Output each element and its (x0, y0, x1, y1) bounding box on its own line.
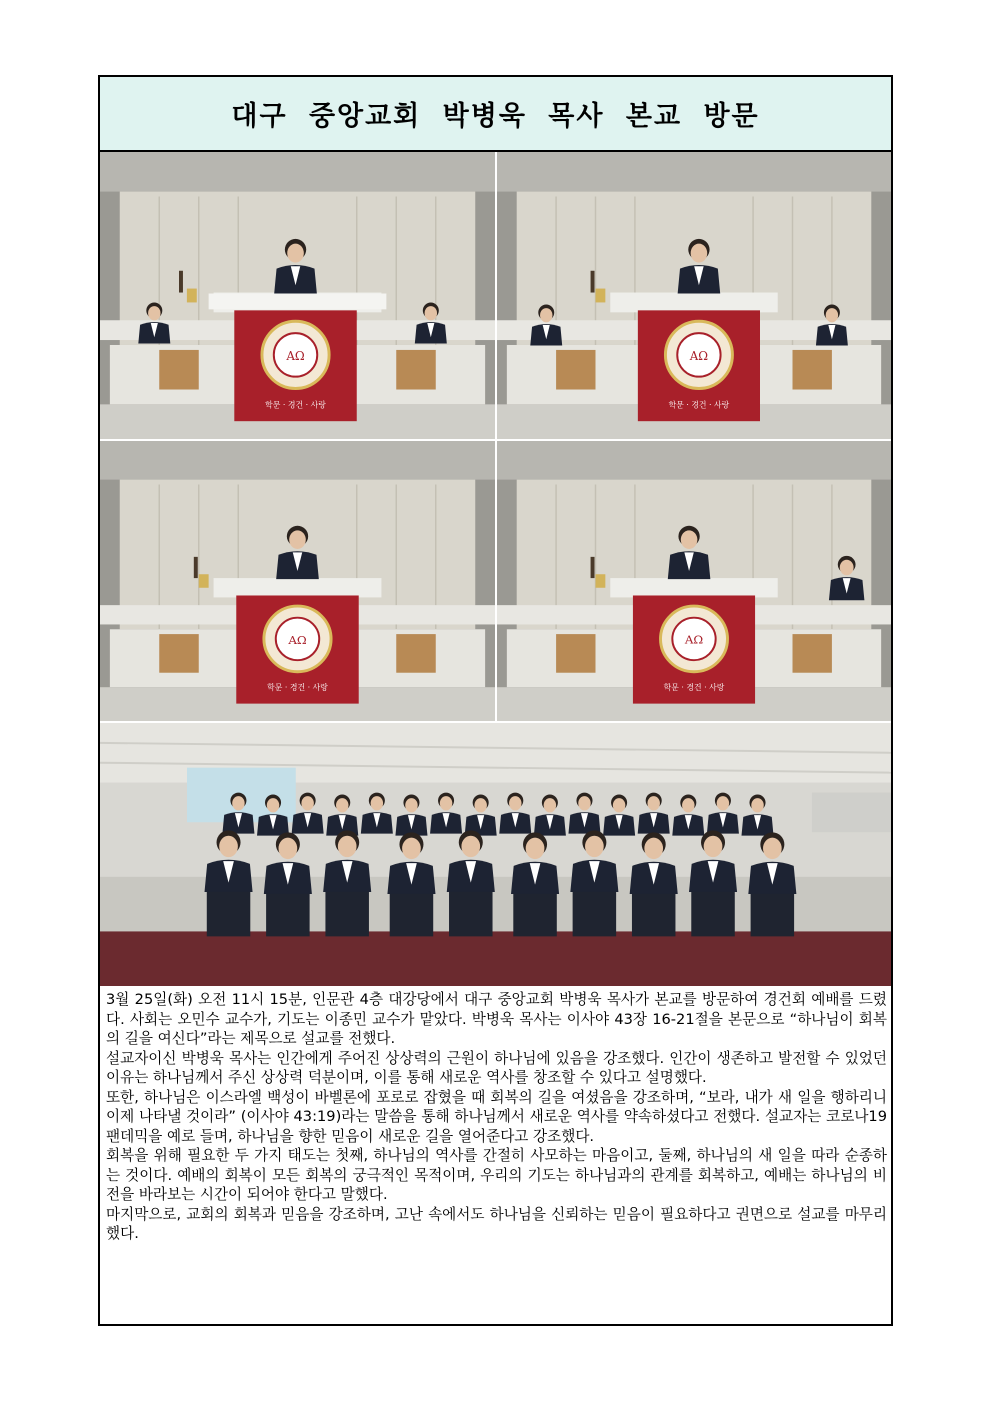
photo-sermon-4 (497, 441, 891, 721)
article-body (106, 990, 887, 1244)
photo-sermon-3 (100, 441, 495, 721)
article-paragraph: 회복을 위해 필요한 두 가지 태도는 첫째, 하나님의 역사를 간절히 사모하는 마음이고, 둘째, 하나님의 새 일을 따라 순종하는 것이다. 예배의 회복이 모든 회복의 궁극적인 목적이며, 우리의 기도는 하나님과의 관계를 회복하고, 예배는 하나님의 비전을 바라보는 시간이 되어야 한다고 말했다. (106, 1147, 887, 1203)
title-box (100, 77, 891, 152)
article-paragraph: 3월 25일(화) 오전 11시 15분, 인문관 4층 대강당에서 대구 중앙교회 박병욱 목사가 본교를 방문하여 경건회 예배를 드렸다. 사회는 오민수 교수가, 기도는 이종민 교수가 맡았다. 박병욱 목사는 이사야 43장 16-21절을 본문으로 “하나님이 회복의 길을 여신다”라는 제목으로 설교를 전했다. (106, 991, 887, 1047)
article-paragraph: 또한, 하나님은 이스라엘 백성이 바벨론에 포로로 잡혔을 때 회복의 길을 여셨음을 강조하며, “보라, 내가 새 일을 행하리니 이제 나타낼 것이라” (이사야 43:19)라는 말씀을 통해 하나님께서 새로운 역사를 약속하셨다고 전했다. 설교자는 코로나19 팬데믹을 예로 들며, 하나님을 향한 믿음이 새로운 길을 열어준다고 강조했다. (106, 1088, 887, 1145)
article-paragraph: 설교자이신 박병욱 목사는 인간에게 주어진 상상력의 근원이 하나님에 있음을 강조했다. 인간이 생존하고 발전할 수 있었던 이유는 하나님께서 주신 상상력 덕분이며, 이를 통해 새로운 역사를 창조할 수 있다고 설명했다. (106, 1049, 887, 1086)
page-title: 대구 중앙교회 박병욱 목사 본교 방문 (231, 101, 760, 132)
photo-group (100, 723, 891, 986)
photo-sermon-1 (100, 152, 495, 439)
photo-sermon-2 (497, 152, 891, 439)
article-frame (98, 75, 893, 1326)
article-paragraph: 마지막으로, 교회의 회복과 믿음을 강조하며, 고난 속에서도 하나님을 신뢰하는 믿음이 필요하다고 권면으로 설교를 마무리했다. (106, 1205, 887, 1242)
